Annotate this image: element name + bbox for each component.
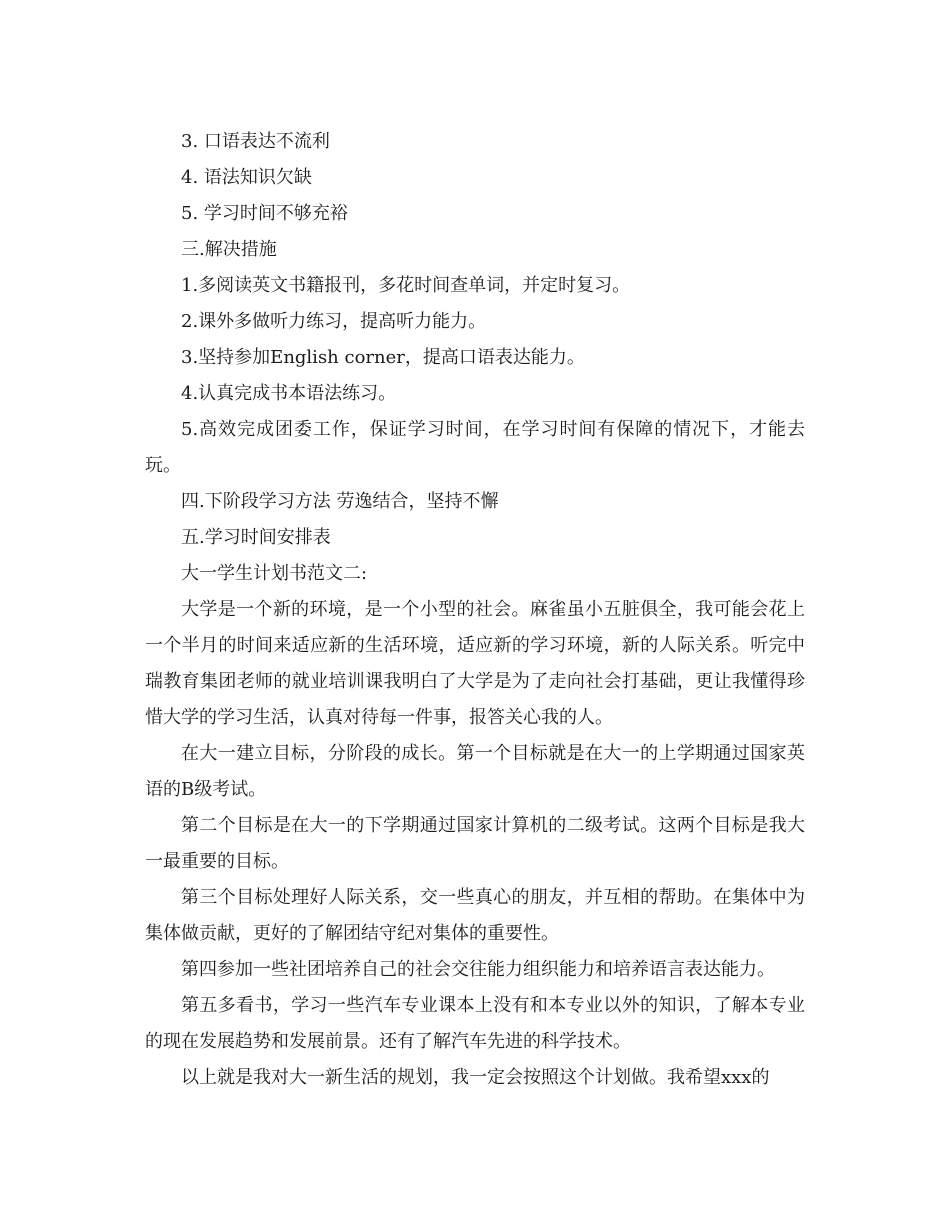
solution-item-english-corner: 3.坚持参加English corner，提高口语表达能力。 [181,347,585,368]
paragraph-goal-5: 第五多看书，学习一些汽车专业课本上没有和本专业以外的知识，了解本专业的现在发展趋势和发展前景。还有了解汽车先进的科学技术。 [145,995,805,1052]
section-heading-schedule: 五.学习时间安排表 [181,527,331,548]
paragraph-goal-2: 第二个目标是在大一的下学期通过国家计算机的二级考试。这两个目标是我大一最重要的目标。 [145,815,805,872]
solution-item-listening: 2.课外多做听力练习，提高听力能力。 [181,311,487,332]
section-heading-solutions: 三.解决措施 [181,239,277,260]
paragraph-closing: 以上就是我对大一新生活的规划，我一定会按照这个计划做。我希望xxx的 [181,1067,770,1088]
solution-item-grammar: 4.认真完成书本语法练习。 [181,383,397,404]
section-heading-study-method: 四.下阶段学习方法 劳逸结合，坚持不懈 [181,491,499,512]
document-body [145,124,805,1096]
paragraph-goal-3: 第三个目标处理好人际关系，交一些真心的朋友，并互相的帮助。在集体中为集体做贡献，更好的了解团结守纪对集体的重要性。 [145,887,805,944]
solution-item-work: 5.高效完成团委工作，保证学习时间，在学习时间有保障的情况下，才能去玩。 [145,419,805,476]
list-item-time: 5. 学习时间不够充裕 [181,203,348,224]
solution-item-reading: 1.多阅读英文书籍报刊，多花时间查单词，并定时复习。 [181,275,631,296]
paragraph-goal-1: 在大一建立目标，分阶段的成长。第一个目标就是在大一的上学期通过国家英语的B级考试。 [145,743,805,800]
paragraph-goal-4: 第四参加一些社团培养自己的社会交往能力组织能力和培养语言表达能力。 [181,959,775,980]
list-item-oral: 3. 口语表达不流利 [181,131,330,152]
sample-title: 大一学生计划书范文二: [181,563,368,584]
paragraph-intro: 大学是一个新的环境，是一个小型的社会。麻雀虽小五脏俱全，我可能会花上一个半月的时间来适应新的生活环境，适应新的学习环境，新的人际关系。听完中瑞教育集团老师的就业培训课我明白了大学是为了走向社会打基础，更让我懂得珍惜大学的学习生活，认真对待每一件事，报答关心我的人。 [145,599,805,728]
list-item-grammar: 4. 语法知识欠缺 [181,167,312,188]
